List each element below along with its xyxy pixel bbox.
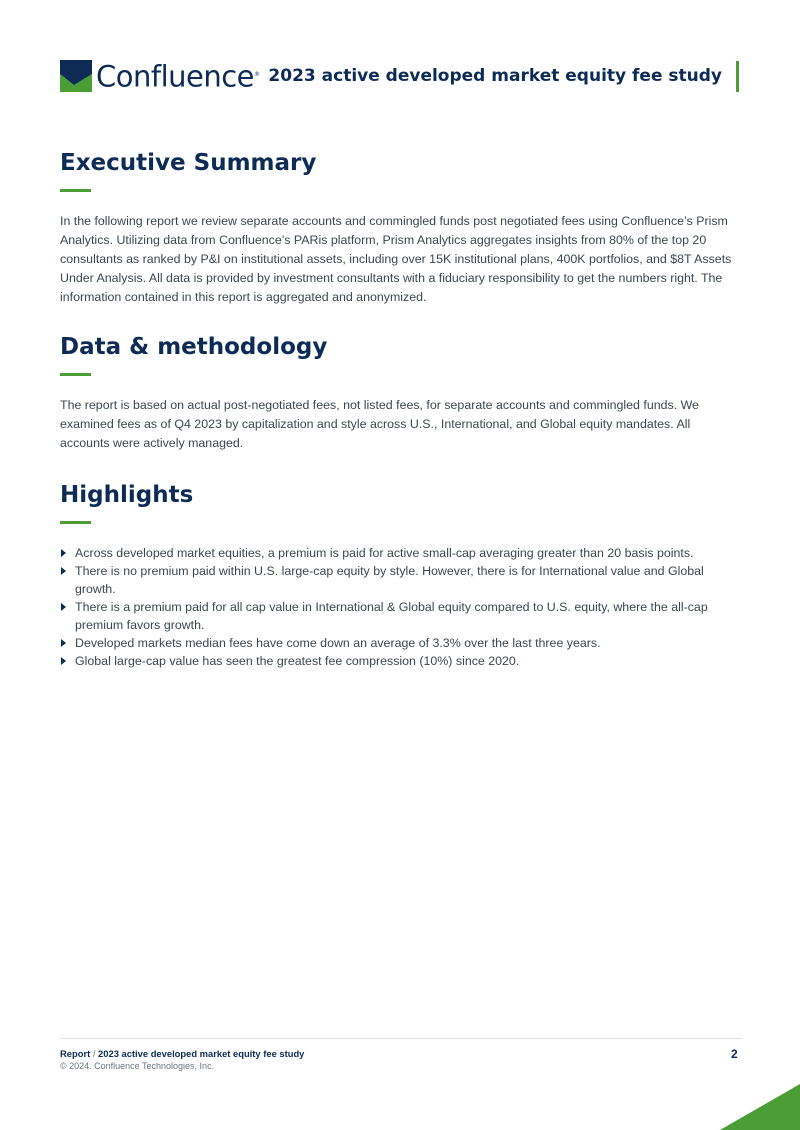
- data-methodology-section: [60, 332, 742, 453]
- bullet-arrow-icon: [61, 567, 66, 575]
- list-item: There is no premium paid within U.S. large-cap equity by style. However, there is for International value and Global growth.: [60, 562, 742, 598]
- confluence-logo: [60, 60, 260, 92]
- list-item: Across developed market equities, a premium is paid for active small-cap averaging greater than 20 basis points.: [60, 544, 742, 562]
- logo-wordmark: Confluence®: [96, 59, 260, 94]
- bullet-arrow-icon: [61, 603, 66, 611]
- executive-summary-body: In the following report we review separate accounts and commingled funds post negotiated fees using Confluence’s Prism Analytics. Utilizing data from Confluence’s PARis platform, Prism Analytics aggregates insights from 80% of the top 20 consultants as ranked by P&I on institutional assets, including over 15K institutional plans, 400K portfolios, and $8T Assets Under Analysis. All data is provided by investment consultants with a fiduciary responsibility to get the numbers right. The information contained in this report is aggregated and anonymized.: [60, 214, 732, 304]
- header-accent-bar: [736, 61, 739, 92]
- confluence-logo-icon: [60, 60, 92, 92]
- bullet-arrow-icon: [61, 549, 66, 557]
- data-methodology-heading: Data & methodology: [60, 334, 328, 360]
- page-number: 2: [731, 1047, 738, 1061]
- footer-copyright: © 2024. Confluence Technologies, Inc.: [60, 1061, 215, 1071]
- list-item: Developed markets median fees have come down an average of 3.3% over the last three years.: [60, 634, 742, 652]
- executive-summary-heading: Executive Summary: [60, 150, 317, 176]
- list-item: Global large-cap value has seen the greatest fee compression (10%) since 2020.: [60, 652, 742, 670]
- bullet-arrow-icon: [61, 657, 66, 665]
- highlights-heading: Highlights: [60, 482, 194, 508]
- footer-divider: [60, 1038, 742, 1039]
- document-header-title: 2023 active developed market equity fee study: [268, 66, 722, 86]
- bullet-arrow-icon: [61, 639, 66, 647]
- heading-underline: [60, 521, 91, 524]
- list-item: There is a premium paid for all cap value in International & Global equity compared to U.S. equity, where the all-cap premium favors growth.: [60, 598, 742, 634]
- corner-triangle-decoration: [720, 1084, 800, 1130]
- highlights-list: [60, 544, 742, 670]
- highlights-section: [60, 480, 742, 670]
- heading-underline: [60, 189, 91, 192]
- executive-summary-section: [60, 148, 742, 307]
- data-methodology-body: The report is based on actual post-negotiated fees, not listed fees, for separate accounts and commingled funds. We examined fees as of Q4 2023 by capitalization and style across U.S., International, and Global equity mandates. All accounts were actively managed.: [60, 398, 699, 450]
- heading-underline: [60, 373, 91, 376]
- footer-report-title: Report / 2023 active developed market equity fee study: [60, 1048, 305, 1059]
